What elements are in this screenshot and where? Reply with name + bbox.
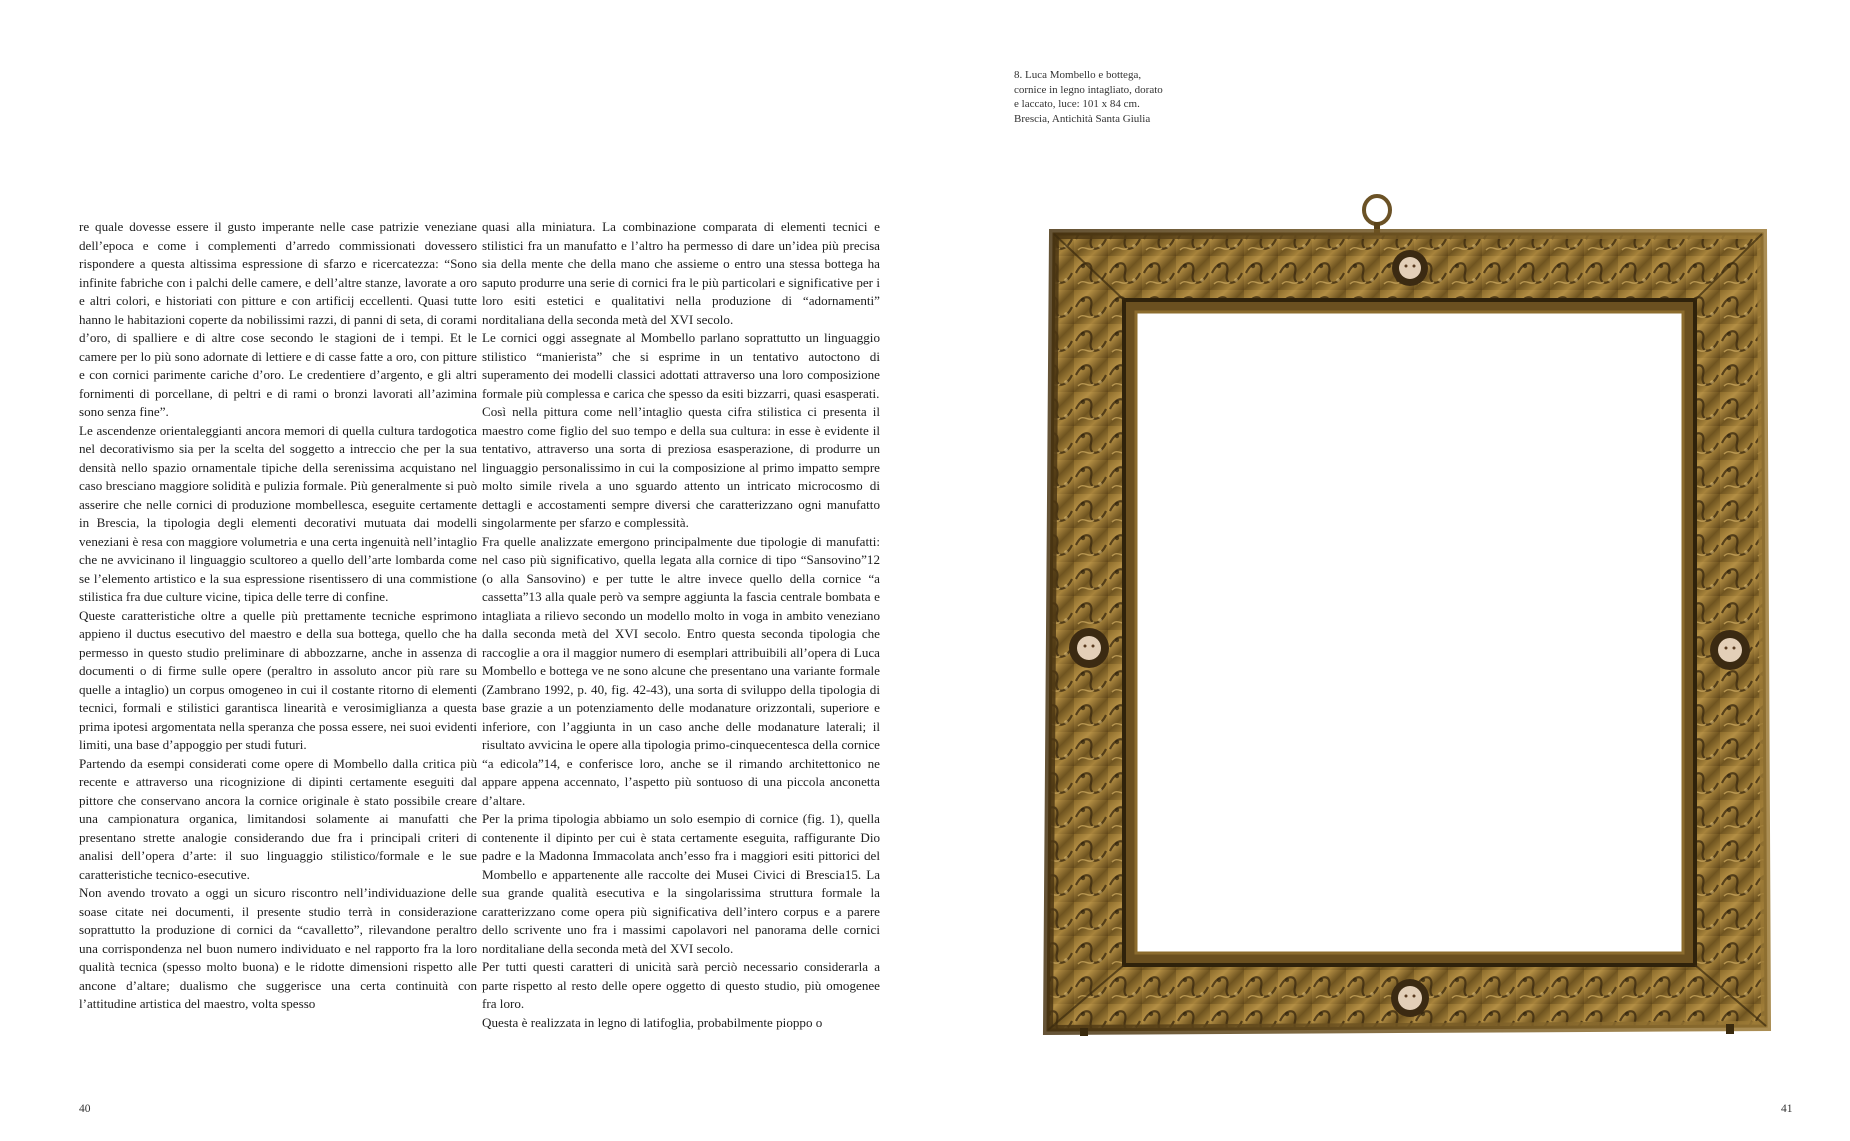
right-text-column <box>482 218 880 1032</box>
figure-caption <box>1014 68 1244 126</box>
paragraph: Non avendo trovato a oggi un sicuro riscontro nell’individuazione delle soase citate nei documenti, il presente studio terrà in considerazione soprattutto la produzione di cornici da “cavalletto”, rilevandone peraltro una corrispondenza nel buon numero individuato e nel rapporto fra la loro qualità tecnica (spesso molto buona) e le ridotte dimensioni rispetto alle ancone d’altare; dualismo che suggerisce una certa continuità con l’attitudine artistica del maestro, volta spesso <box>79 885 477 1011</box>
frame-sight-opening <box>1136 312 1683 953</box>
cherub-ornament-bottom <box>1391 979 1429 1017</box>
caption-line: 8. Luca Mombello e bottega, <box>1014 69 1142 81</box>
paragraph: Per la prima tipologia abbiamo un solo esempio di cornice (fig. 1), quella contenente il dipinto per cui è stata certamente eseguita, raffigurante Dio padre e la Madonna Immacolata anch’esso fra i maggiori esiti pittorici del Mombello e appartenente alle raccolte dei Musei Civici di Brescia15. La sua grande qualità esecutiva e la singolarissima struttura formale la caratterizzano come opera più significativa dell’intero corpus e a parere dello scrivente uno fra i massimi capolavori nel panorama delle cornici norditaliane della seconda metà del XVI secolo. <box>482 811 880 956</box>
gilded-frame-photo <box>1040 188 1780 1081</box>
caption-line: Brescia, Antichità Santa Giulia <box>1014 112 1151 125</box>
cherub-ornament-top <box>1392 250 1428 286</box>
paragraph: Partendo da esempi considerati come opere di Mombello dalla critica più recente e attraverso una ricognizione di dipinti certamente eseguiti dal pittore che conservano ancora la cornice originale è stato possibile creare una campionatura organica, limitandosi solamente ai manufatti che presentano strette analogie considerando due fra i principali criteri di analisi dell’opera d’arte: il suo linguaggio stilistico/formale e le sue caratteristiche tecnico-esecutive. <box>79 755 477 882</box>
page-number-right: 41 <box>1781 1103 1793 1115</box>
cherub-ornament-right <box>1710 630 1750 670</box>
caption-line: e laccato, luce: 101 x 84 cm. <box>1014 98 1140 110</box>
page-number-left: 40 <box>79 1103 91 1115</box>
paragraph: Le ascendenze orientaleggianti ancora memori di quella cultura tardogotica nel decorativismo sia per la scelta del soggetto a intreccio che per la sua densità nello spazio ornamentale tipiche della serenissima acquistano nel caso bresciano maggiore solidità e pulizia formale. Più generalmente si può asserire che nelle cornici di produzione mombellesca, eseguite certamente in Brescia, la tipologia degli elementi decorativi mutuata dai modelli veneziani è resa con maggiore volumetria e una certa ingenuità nell’intaglio che ne avvicinano il linguaggio scultoreo a quello dell’arte lombarda come se l’elemento artistico e la sua espressione risentissero di una commistione stilistica fra due culture vicine, tipica delle terre di confine. <box>79 422 477 604</box>
paragraph: Questa è realizzata in legno di latifoglia, probabilmente pioppo o <box>482 1014 823 1030</box>
paragraph: Fra quelle analizzate emergono principalmente due tipologie di manufatti: nel caso più significativo, quella legata alla cornice di tipo “Sansovino”12 (o alla Sansovino) e per tutte le altre invece quello della cornice “a cassetta”13 alla quale però va sempre aggiunta la fascia centrale bombata e intagliata a rilievo secondo un modello molto in voga in ambito veneziano dalla seconda metà del XVI secolo. Entro questa seconda tipologia che raccoglie a ora il maggior numero di esemplari attribuibili all’opera di Luca Mombello e bottega ve ne sono alcune che presentano una variante formale (Zambrano 1992, p. 40, fig. 42-43), una sorta di sviluppo della tipologia di base grazie a un potenziamento delle modanature orizzontali, superiore e inferiore, con l’aggiunta in un caso anche delle modanature laterali; il risultato avvicina le opere alla tipologia primo-cinquecentesca della cornice “a edicola”14, e conferisce loro, anche se il rimando architettonico ne appare appena accennato, l’aspetto più sontuoso di una piccola anconetta d’altare. <box>482 533 880 808</box>
cherub-ornament-left <box>1069 628 1109 668</box>
paragraph: Così nella pittura come nell’intaglio questa cifra stilistica ci presenta il maestro come figlio del suo tempo e della sua cultura: in esse è evidente il tentativo, attraverso una sorta di preziosa esasperazione, di produrre un linguaggio personalissimo in cui la composizione al primo impatto sempre molto simile rivela a uno sguardo attento un intricato microcosmo di dettagli e accostamenti sempre diversi che caratterizzano ogni manufatto singolarmente per sfarzo e complessità. <box>482 404 880 530</box>
carved-frame-illustration <box>1040 188 1780 1081</box>
left-text-column <box>79 218 477 1014</box>
paragraph: Le cornici oggi assegnate al Mombello parlano soprattutto un linguaggio stilistico “manierista” che si esprime in un tentativo autoctono di superamento dei modelli classici adottati attraverso una loro composizione formale più complessa e carica che spesso da esiti bizzarri, quasi esasperati. <box>482 330 880 401</box>
paragraph: Per tutti questi caratteri di unicità sarà perciò necessario considerarla a parte rispetto al resto delle opere oggetto di questo studio, più omogenee fra loro. <box>482 959 880 1011</box>
paragraph: re quale dovesse essere il gusto imperante nelle case patrizie veneziane dell’epoca e come i complementi d’arredo commissionati dovessero rispondere a questa altissima espressione di sfarzo e ricercatezza: “Sono infinite fabriche con i palchi delle camere, e dell’altre stanze, lavorate a oro e altri colori, e historiati con pitture e con artificij eccellenti. Quasi tutte hanno le habitazioni coperte da nobilissimi razzi, di panni di seta, di corami d’oro, di spalliere e di altre cose secondo le stagioni de i tempi. Et le camere per lo più sono adornate di lettiere e di casse fatte a oro, con pitture e con cornici parimente cariche d’oro. Le credentiere d’argento, e gli altri fornimenti di porcellane, di peltri e di rami o bronzi lavorati all’azimina sono senza fine”. <box>79 219 477 419</box>
paragraph: quasi alla miniatura. La combinazione comparata di elementi tecnici e stilistici fra un manufatto e l’altro ha permesso di dare un’idea più precisa sia della mente che della mano che assieme o entro una stessa bottega ha saputo produrre una serie di cornici fra le più particolari e significative per i loro esiti estetici e qualitativi nella produzione di “adornamenti” norditaliana della seconda metà del XVI secolo. <box>482 219 880 327</box>
caption-line: cornice in legno intagliato, dorato <box>1014 83 1163 96</box>
paragraph: Queste caratteristiche oltre a quelle più prettamente tecniche esprimono appieno il ductus esecutivo del maestro e della sua bottega, quello che ha permesso in questo studio preliminare di abbozzarne, anche in assenza di documenti o di firme sulle opere (peraltro in assoluto ancor più rare su quelle a intaglio) un corpus omogeneo in cui il costante ritorno di elementi tecnici, formali e stilistici garantisca linearità e verosimiglianza a questa prima ipotesi argomentata nella speranza che possa essere, nei suoi evidenti limiti, una base d’appoggio per studi futuri. <box>79 607 477 752</box>
